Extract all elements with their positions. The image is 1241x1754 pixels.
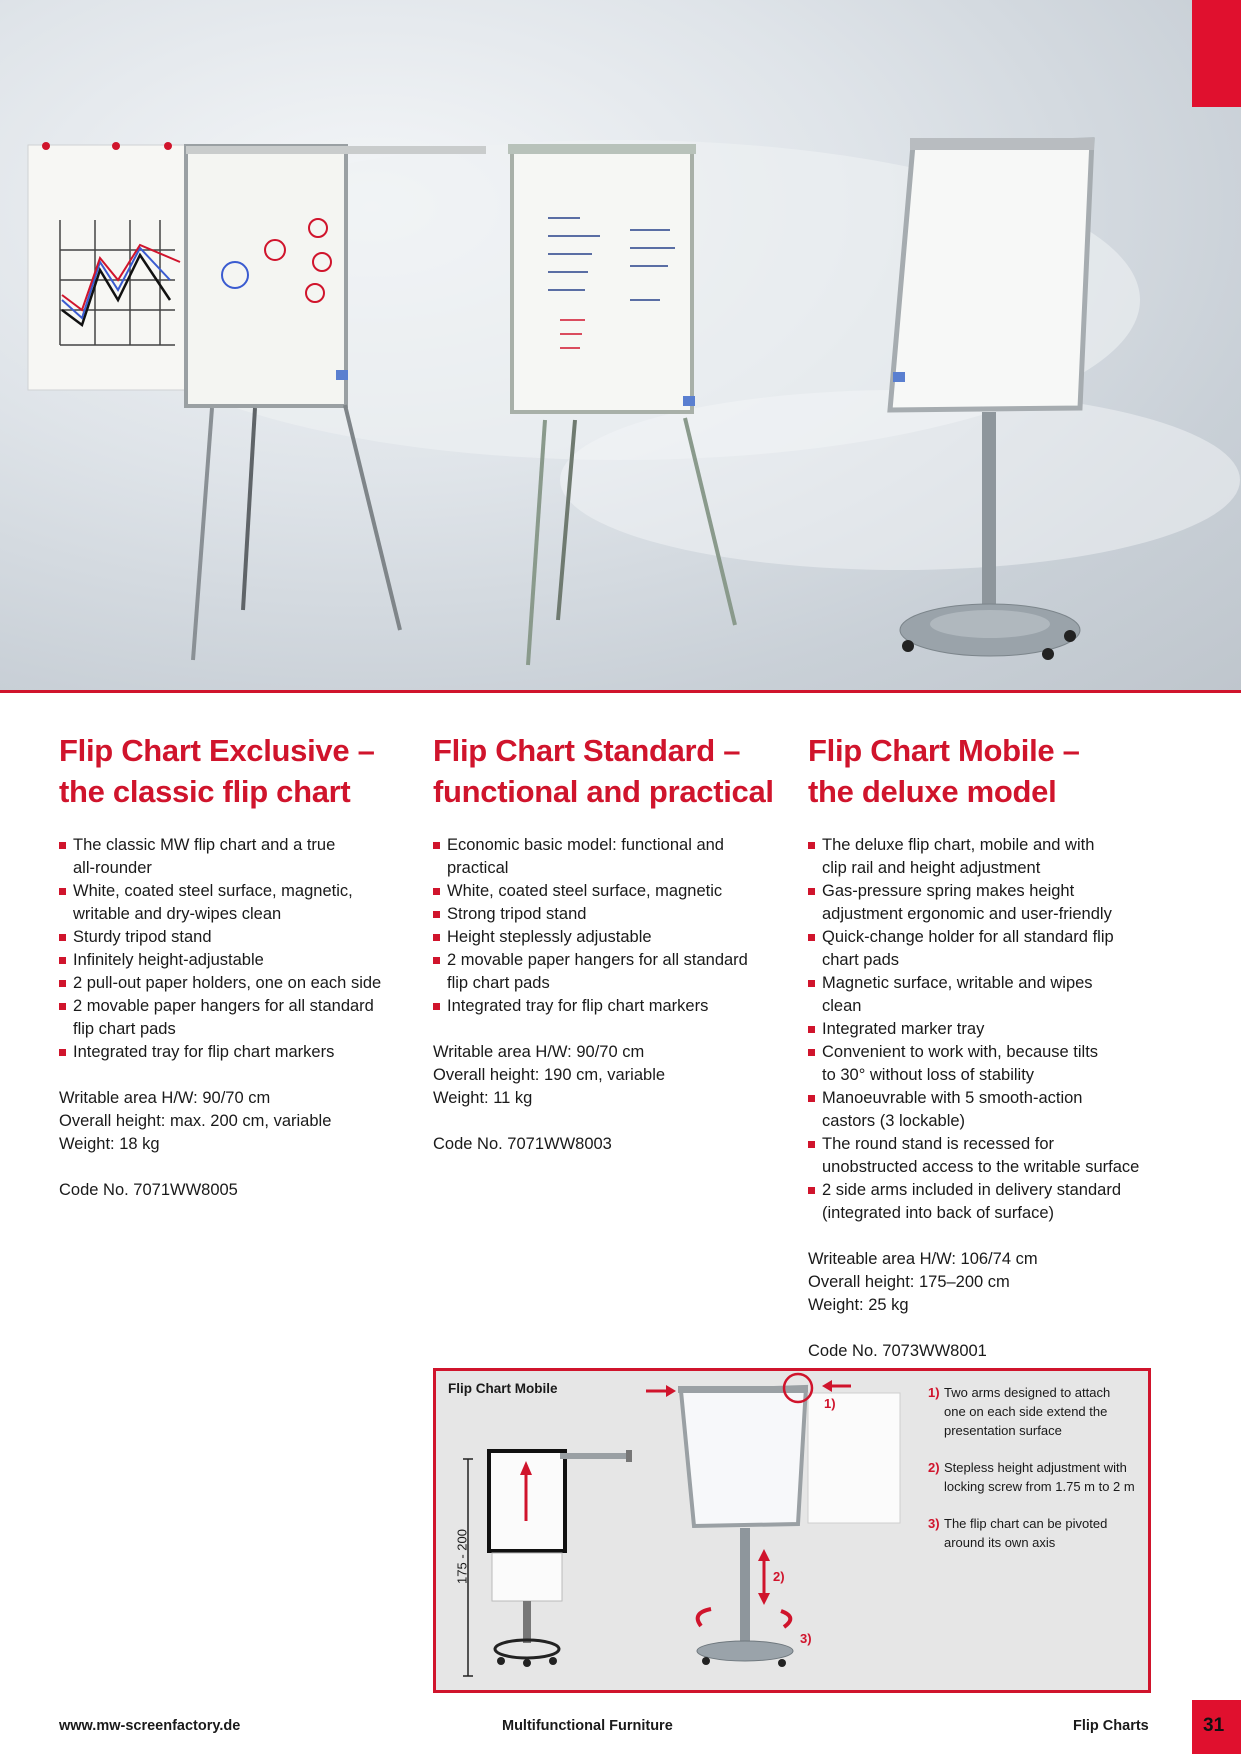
spec-line: Overall height: 175–200 cm <box>808 1273 1010 1291</box>
feature-item: The classic MW flip chart and a true all-rounder <box>59 834 419 880</box>
spec-line: Writable area H/W: 90/70 cm <box>433 1043 645 1061</box>
spec-line: Weight: 18 kg <box>59 1135 160 1153</box>
note-item: 3) The flip chart can be pivoted around its own axis <box>928 1516 1108 1550</box>
note-item: 2) Stepless height adjustment with locking screw from 1.75 m to 2 m <box>928 1460 1135 1494</box>
feature-item: The round stand is recessed for unobstructed access to the writable surface <box>808 1133 1188 1179</box>
product-code: Code No. 7071WW8003 <box>433 1135 612 1153</box>
hero-photo <box>0 0 1241 690</box>
title-line: the deluxe model <box>808 774 1057 809</box>
feature-item: 2 side arms included in delivery standard (integrated into back of surface) <box>808 1179 1188 1225</box>
feature-item: Quick-change holder for all standard flip chart pads <box>808 926 1188 972</box>
spec-line: Overall height: max. 200 cm, variable <box>59 1112 332 1130</box>
feature-item: Sturdy tripod stand <box>59 926 419 949</box>
product-code: Code No. 7071WW8005 <box>59 1181 238 1199</box>
feature-item: 2 movable paper hangers for all standard flip chart pads <box>59 995 419 1041</box>
corner-tab <box>1192 0 1241 107</box>
mobile-diagram <box>436 1371 916 1681</box>
title-line: Flip Chart Mobile – <box>808 733 1080 768</box>
spec-line: Weight: 25 kg <box>808 1296 909 1314</box>
feature-item: Strong tripod stand <box>433 903 793 926</box>
feature-item: Magnetic surface, writable and wipes clean <box>808 972 1188 1018</box>
feature-item: White, coated steel surface, magnetic <box>433 880 793 903</box>
product-title <box>59 730 419 812</box>
feature-list <box>59 834 419 1064</box>
feature-item: Height steplessly adjustable <box>433 926 793 949</box>
feature-item: Gas-pressure spring makes height adjustment ergonomic and user-friendly <box>808 880 1188 926</box>
feature-item: Integrated tray for flip chart markers <box>59 1041 419 1064</box>
spec-line: Writeable area H/W: 106/74 cm <box>808 1250 1038 1268</box>
feature-item: Manoeuvrable with 5 smooth-action castors (3 lockable) <box>808 1087 1188 1133</box>
hero-divider <box>0 690 1241 693</box>
spec-block <box>59 1087 419 1156</box>
flip-charts-illustration <box>0 0 1241 690</box>
infobox-title: Flip Chart Mobile <box>448 1381 558 1396</box>
title-line: the classic flip chart <box>59 774 351 809</box>
callout-3: 3) <box>800 1631 812 1646</box>
callout-2: 2) <box>773 1569 785 1584</box>
spec-line: Writable area H/W: 90/70 cm <box>59 1089 271 1107</box>
title-line: functional and practical <box>433 774 774 809</box>
callout-1: 1) <box>824 1396 836 1411</box>
spec-block <box>808 1248 1188 1317</box>
page-number: 31 <box>1203 1715 1225 1736</box>
height-dimension-label: 175 - 200 <box>454 1529 470 1584</box>
product-code: Code No. 7073WW8001 <box>808 1342 987 1360</box>
feature-item: Infinitely height-adjustable <box>59 949 419 972</box>
feature-item: Integrated tray for flip chart markers <box>433 995 793 1018</box>
infobox-notes <box>928 1383 1143 1570</box>
feature-item: White, coated steel surface, magnetic, writable and dry-wipes clean <box>59 880 419 926</box>
flip-chart-mobile-image <box>890 138 1094 660</box>
spec-block <box>433 1041 793 1110</box>
feature-item: Economic basic model: functional and practical <box>433 834 793 880</box>
feature-item: Convenient to work with, because tilts to 30° without loss of stability <box>808 1041 1188 1087</box>
title-line: Flip Chart Standard – <box>433 733 741 768</box>
product-column-standard <box>433 730 793 1156</box>
footer-website: www.mw-screenfactory.de <box>59 1718 241 1734</box>
product-title <box>808 730 1188 812</box>
footer-category: Flip Charts <box>1073 1718 1149 1734</box>
product-column-mobile <box>808 730 1188 1363</box>
footer-section: Multifunctional Furniture <box>502 1718 673 1734</box>
title-line: Flip Chart Exclusive – <box>59 733 375 768</box>
feature-item: 2 pull-out paper holders, one on each side <box>59 972 419 995</box>
mobile-feature-infobox <box>433 1368 1151 1693</box>
spec-line: Weight: 11 kg <box>433 1089 533 1107</box>
feature-item: Integrated marker tray <box>808 1018 1188 1041</box>
feature-item: The deluxe flip chart, mobile and with clip rail and height adjustment <box>808 834 1188 880</box>
note-item: 1) Two arms designed to attach one on each side extend the presentation surface <box>928 1385 1111 1438</box>
feature-item: 2 movable paper hangers for all standard flip chart pads <box>433 949 793 995</box>
product-title <box>433 730 793 812</box>
product-column-exclusive <box>59 730 419 1202</box>
feature-list <box>808 834 1188 1225</box>
feature-list <box>433 834 793 1018</box>
spec-line: Overall height: 190 cm, variable <box>433 1066 666 1084</box>
